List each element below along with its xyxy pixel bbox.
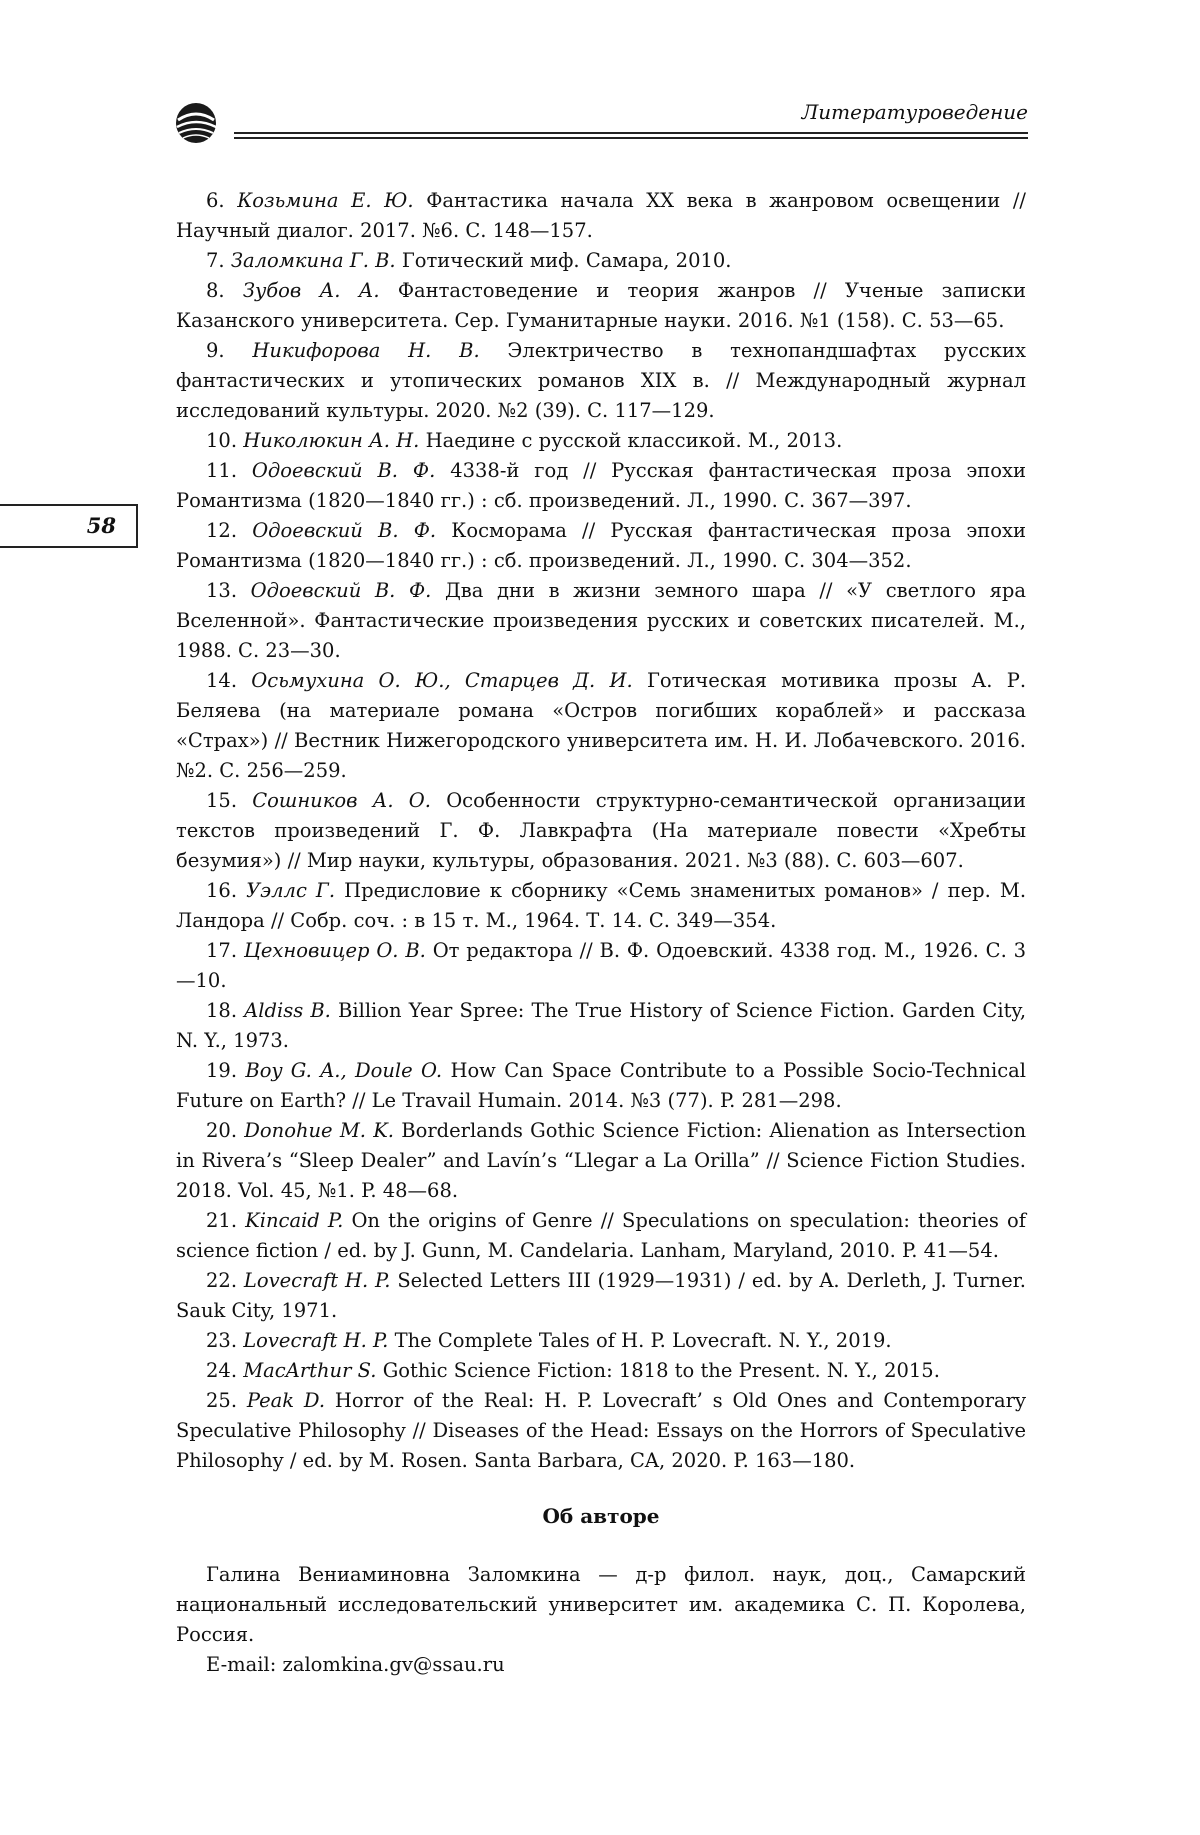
reference-number: 14. — [206, 669, 238, 692]
reference-author: Николюкин А. Н. — [243, 429, 420, 452]
about-author — [176, 1560, 1026, 1680]
reference-item — [176, 996, 1026, 1056]
reference-author: Заломкина Г. В. — [230, 249, 396, 272]
reference-number: 10. — [206, 429, 238, 452]
reference-text: The Complete Tales of H. P. Lovecraft. N. Y., 2019. — [394, 1329, 892, 1352]
reference-number: 7. — [206, 249, 225, 272]
reference-item — [176, 576, 1026, 666]
reference-text: Косморама // Русская фантастическая проза эпохи Романтизма (1820—1840 гг.) : сб. произведений. Л., 1990. С. 304—352. — [176, 519, 1026, 572]
reference-author: Одоевский В. Ф. — [251, 459, 436, 482]
reference-author: Donohue M. K. — [244, 1119, 395, 1142]
reference-number: 23. — [206, 1329, 238, 1352]
reference-author: Никифорова Н. В. — [252, 339, 480, 362]
reference-author: Одоевский В. Ф. — [252, 519, 437, 542]
reference-author: Осьмухина О. Ю., Старцев Д. И. — [251, 669, 633, 692]
reference-text: On the origins of Genre // Speculations on speculation: theories of science fiction / ed. by J. Gunn, M. Candelaria. Lanham, Maryland, 2010. P. 41—54. — [176, 1209, 1026, 1262]
reference-item — [176, 1356, 1026, 1386]
reference-item — [176, 666, 1026, 786]
reference-number: 12. — [206, 519, 238, 542]
reference-text: От редактора // В. Ф. Одоевский. 4338 год. М., 1926. С. 3—10. — [176, 939, 1027, 992]
reference-text: Horror of the Real: H. P. Lovecraft’ s Old Ones and Contemporary Speculative Philosophy // Diseases of the Head: Essays on the Horrors of Speculative Philosophy / ed. by M. Rosen. Santa Barbara, CA, 2020. P. 163—180. — [176, 1389, 1026, 1472]
reference-item — [176, 276, 1026, 336]
reference-item — [176, 1116, 1026, 1206]
reference-text: Фантастика начала XX века в жанровом освещении // Научный диалог. 2017. №6. С. 148—157. — [176, 189, 1026, 242]
reference-number: 18. — [206, 999, 238, 1022]
reference-text: Borderlands Gothic Science Fiction: Alienation as Intersection in Rivera’s “Sleep Dealer” and Lavín’s “Llegar a La Orilla” // Science Fiction Studies. 2018. Vol. 45, №1. P. 48—68. — [176, 1119, 1027, 1202]
reference-item — [176, 1326, 1026, 1356]
reference-text: Готический миф. Самара, 2010. — [401, 249, 732, 272]
reference-number: 22. — [206, 1269, 238, 1292]
reference-number: 19. — [206, 1059, 238, 1082]
reference-author: Зубов А. А. — [242, 279, 380, 302]
reference-author: Kincaid P. — [245, 1209, 344, 1232]
reference-author: Lovecraft H. P. — [243, 1269, 391, 1292]
reference-item — [176, 1206, 1026, 1266]
reference-text: Selected Letters III (1929—1931) / ed. by A. Derleth, J. Turner. Sauk City, 1971. — [176, 1269, 1027, 1322]
reference-text: Электричество в технопандшафтах русских фантастических и утопических романов XIX в. // Международный журнал исследований культуры. 2020. №2 (39). С. 117—129. — [176, 339, 1026, 422]
reference-number: 8. — [206, 279, 225, 302]
reference-number: 13. — [206, 579, 238, 602]
reference-number: 20. — [206, 1119, 238, 1142]
reference-number: 17. — [206, 939, 238, 962]
reference-author: Цехновицер О. В. — [243, 939, 426, 962]
reference-author: Lovecraft H. P. — [243, 1329, 389, 1352]
reference-item — [176, 246, 1026, 276]
reference-item — [176, 456, 1026, 516]
reference-text: Особенности структурно-семантической организации текстов произведений Г. Ф. Лавкрафта (На материале повести «Хребты безумия») // Мир науки, культуры, образования. 2021. №3 (88). С. 603—607. — [176, 789, 1027, 872]
reference-item — [176, 1386, 1026, 1476]
reference-item — [176, 426, 1026, 456]
about-author-heading: Об авторе — [542, 1504, 660, 1528]
reference-text: Billion Year Spree: The True History of Science Fiction. Garden City, N. Y., 1973. — [176, 999, 1027, 1052]
reference-number: 9. — [206, 339, 225, 362]
reference-item — [176, 336, 1026, 426]
reference-author: Aldiss B. — [244, 999, 331, 1022]
reference-item — [176, 876, 1026, 936]
header-rule — [234, 132, 1028, 134]
reference-text: Наедине с русской классикой. М., 2013. — [425, 429, 843, 452]
reference-number: 16. — [206, 879, 238, 902]
reference-list — [176, 186, 1026, 1476]
reference-number: 6. — [206, 189, 225, 212]
reference-number: 11. — [206, 459, 238, 482]
page-header — [172, 96, 1028, 146]
reference-number: 24. — [206, 1359, 238, 1382]
reference-author: Сошников А. О. — [252, 789, 431, 812]
reference-author: MacArthur S. — [243, 1359, 377, 1382]
reference-number: 15. — [206, 789, 238, 812]
reference-text: Два дни в жизни земного шара // «У светлого яра Вселенной». Фантастические произведения русских и советских писателей. М., 1988. С. 23—30. — [176, 579, 1026, 662]
reference-author: Козьмина Е. Ю. — [237, 189, 414, 212]
section-title: Литературоведение — [801, 100, 1028, 124]
reference-number: 25. — [206, 1389, 238, 1412]
reference-author: Одоевский В. Ф. — [250, 579, 432, 602]
header-rule — [234, 137, 1028, 139]
journal-logo-icon — [172, 100, 234, 146]
reference-item — [176, 786, 1026, 876]
author-email: E-mail: zalomkina.gv@ssau.ru — [206, 1653, 505, 1676]
reference-text: Готическая мотивика прозы А. Р. Беляева (на материале романа «Остров погибших кораблей» и рассказа «Страх») // Вестник Нижегородского университета им. Н. И. Лобачевского. 2016. №2. С. 256—259. — [176, 669, 1027, 782]
page-number: 58 — [86, 513, 116, 538]
reference-number: 21. — [206, 1209, 238, 1232]
reference-item — [176, 1056, 1026, 1116]
reference-text: How Can Space Contribute to a Possible Socio-Technical Future on Earth? // Le Travail Humain. 2014. №3 (77). P. 281—298. — [176, 1059, 1027, 1112]
author-bio: Галина Вениаминовна Заломкина — д-р филол. наук, доц., Самарский национальный исследовательский университет им. академика С. П. Королева, Россия. — [176, 1563, 1026, 1646]
reference-item — [176, 516, 1026, 576]
page-number-tab — [0, 504, 138, 548]
reference-text: Фантастоведение и теория жанров // Ученые записки Казанского университета. Сер. Гуманитарные науки. 2016. №1 (158). С. 53—65. — [176, 279, 1026, 332]
reference-text: Gothic Science Fiction: 1818 to the Present. N. Y., 2015. — [382, 1359, 940, 1382]
reference-author: Уэллс Г. — [246, 879, 336, 902]
reference-text: 4338-й год // Русская фантастическая проза эпохи Романтизма (1820—1840 гг.) : сб. произведений. Л., 1990. С. 367—397. — [176, 459, 1027, 512]
reference-item — [176, 186, 1026, 246]
reference-item — [176, 1266, 1026, 1326]
reference-text: Предисловие к сборнику «Семь знаменитых романов» / пер. М. Ландора // Собр. соч. : в 15 т. М., 1964. Т. 14. С. 349—354. — [176, 879, 1027, 932]
reference-author: Peak D. — [246, 1389, 326, 1412]
reference-author: Boy G. A., Doule O. — [245, 1059, 443, 1082]
reference-item — [176, 936, 1026, 996]
